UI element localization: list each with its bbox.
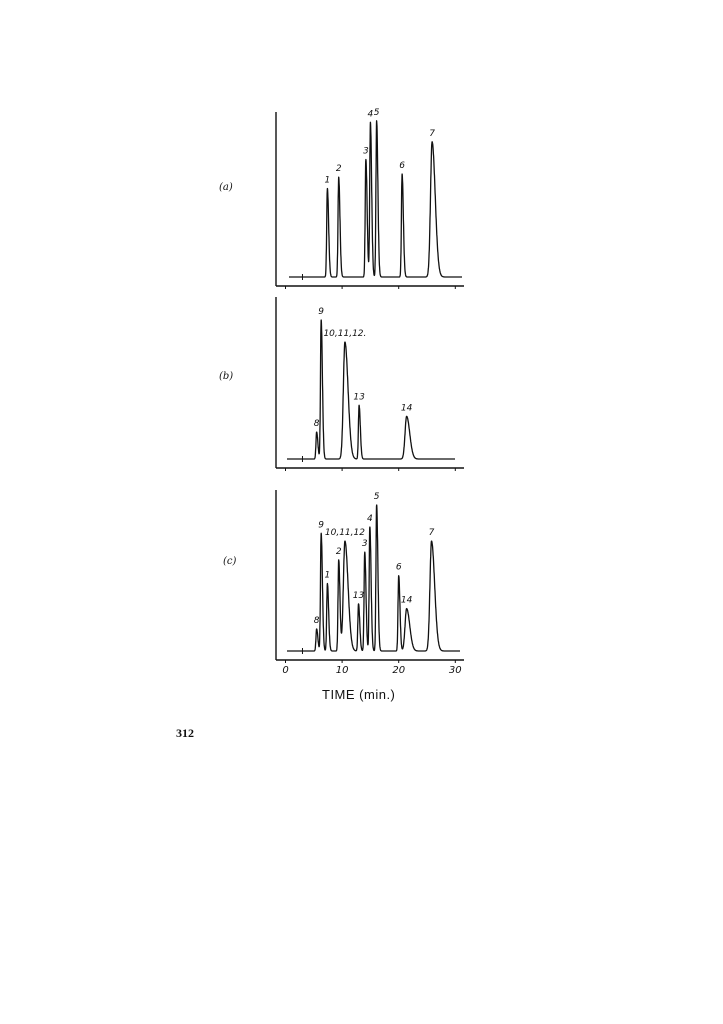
peak-label: 4 [367, 109, 374, 120]
peak-label: 1 [324, 570, 331, 581]
panel-label-a: (a) [219, 182, 233, 193]
peak-label: 7 [428, 528, 435, 539]
chromatogram-trace [289, 121, 462, 277]
chromatogram-panel-a [276, 108, 464, 289]
peak-label: 2 [335, 546, 342, 557]
peak-label: 13 [352, 590, 365, 601]
peak-label: 8 [313, 616, 320, 627]
peak-label: 1 [324, 175, 331, 186]
peak-label: 10,11,12 [324, 528, 365, 539]
panel-label-b: (b) [219, 371, 234, 382]
peak-label: 14 [400, 403, 413, 414]
peak-label: 4 [366, 513, 373, 524]
x-tick-label: 0 [282, 665, 289, 676]
peak-label: 10,11,12. [323, 329, 367, 340]
peak-label: 9 [318, 306, 325, 317]
peak-label: 6 [395, 562, 402, 573]
peak-label: 2 [335, 164, 342, 175]
peak-label: 8 [313, 419, 320, 430]
x-axis-title: TIME (min.) [322, 687, 396, 702]
page-number: 312 [176, 726, 194, 740]
peak-label: 7 [429, 128, 435, 139]
peak-label: 6 [399, 160, 405, 171]
peak-label: 13 [353, 392, 365, 403]
peak-label: 5 [373, 107, 380, 118]
chromatogram-trace [287, 505, 460, 651]
chromatogram-panel-c [276, 490, 464, 676]
x-tick-label: 10 [335, 665, 349, 676]
peak-label: 9 [318, 520, 325, 531]
chromatogram-panel-b [276, 297, 464, 471]
panel-label-c: (c) [223, 556, 237, 567]
peak-label: 5 [373, 491, 380, 502]
peak-label: 3 [363, 146, 369, 157]
peak-label: 3 [361, 539, 368, 550]
peak-label: 14 [400, 595, 413, 606]
x-tick-label: 20 [392, 665, 406, 676]
chromatogram-trace [287, 320, 455, 459]
x-tick-label: 30 [448, 665, 462, 676]
